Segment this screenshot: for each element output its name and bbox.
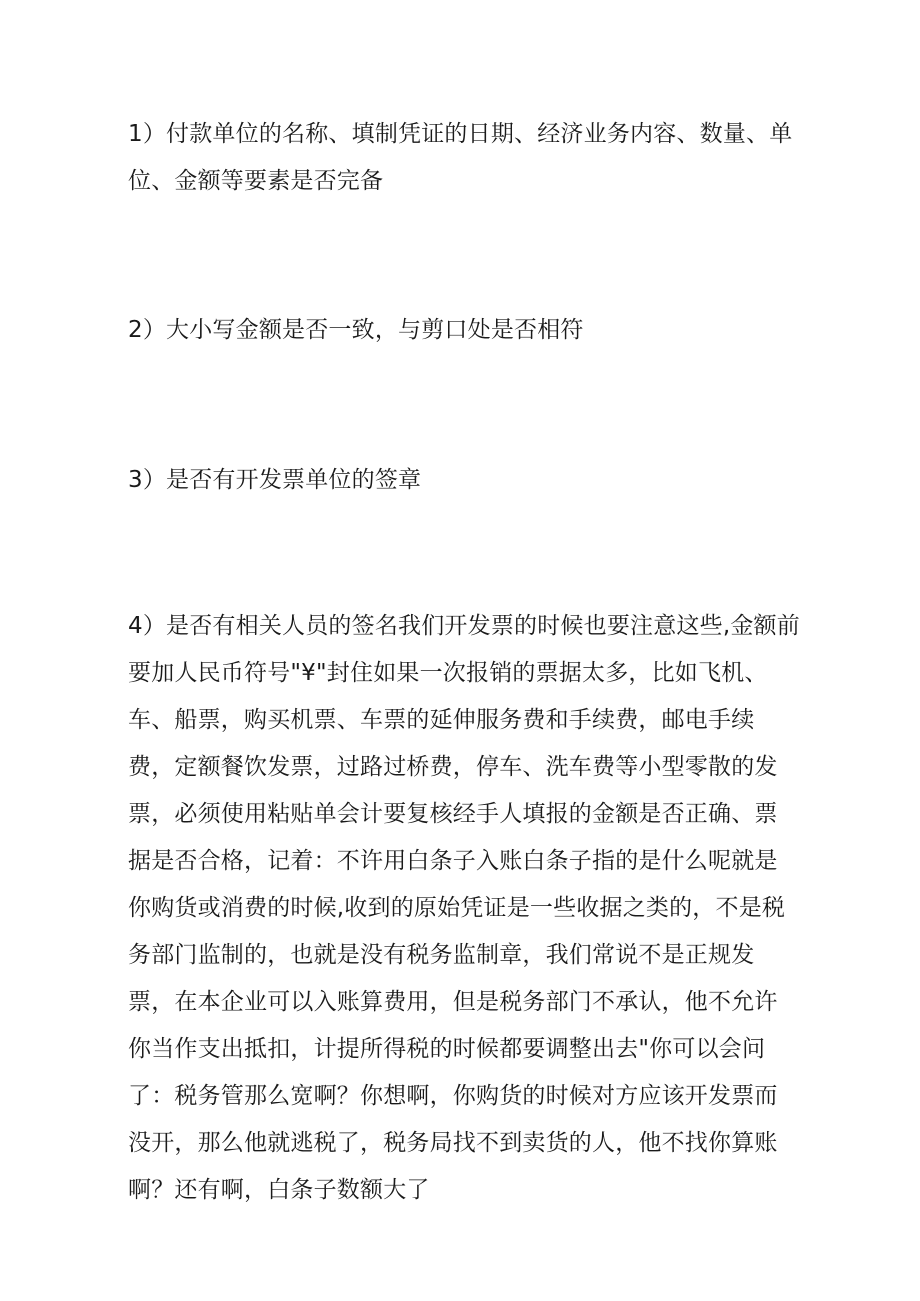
paragraph-4: 4）是否有相关人员的签名我们开发票的时候也要注意这些,金额前要加人民币符号"¥"封住如果一次报销的票据太多，比如飞机、车、船票，购买机票、车票的延伸服务费和手续费，邮电手续费，定额餐饮发票，过路过桥费，停车、洗车费等小型零散的发票，必须使用粘贴单会计要复核经手人填报的金额是否正确、票据是否合格，记着：不许用白条子入账白条子指的是什么呢就是你购货或消费的时候,收到的原始凭证是一些收据之类的，不是税务部门监制的，也就是没有税务监制章，我们常说不是正规发票，在本企业可以入账算费用，但是税务部门不承认，他不允许你当作支出抵扣，计提所得税的时候都要调整出去"你可以会问了：税务管那么宽啊？你想啊，你购货的时候对方应该开发票而没开，那么他就逃税了，税务局找不到卖货的人，他不找你算账啊？还有啊，白条子数额大了 <box>128 613 800 1203</box>
paragraph-2: 2）大小写金额是否一致，与剪口处是否相符 <box>128 317 584 343</box>
paragraph-1: 1）付款单位的名称、填制凭证的日期、经济业务内容、数量、单位、金额等要素是否完备 <box>128 121 793 194</box>
paragraph-3: 3）是否有开发票单位的签章 <box>128 467 422 493</box>
